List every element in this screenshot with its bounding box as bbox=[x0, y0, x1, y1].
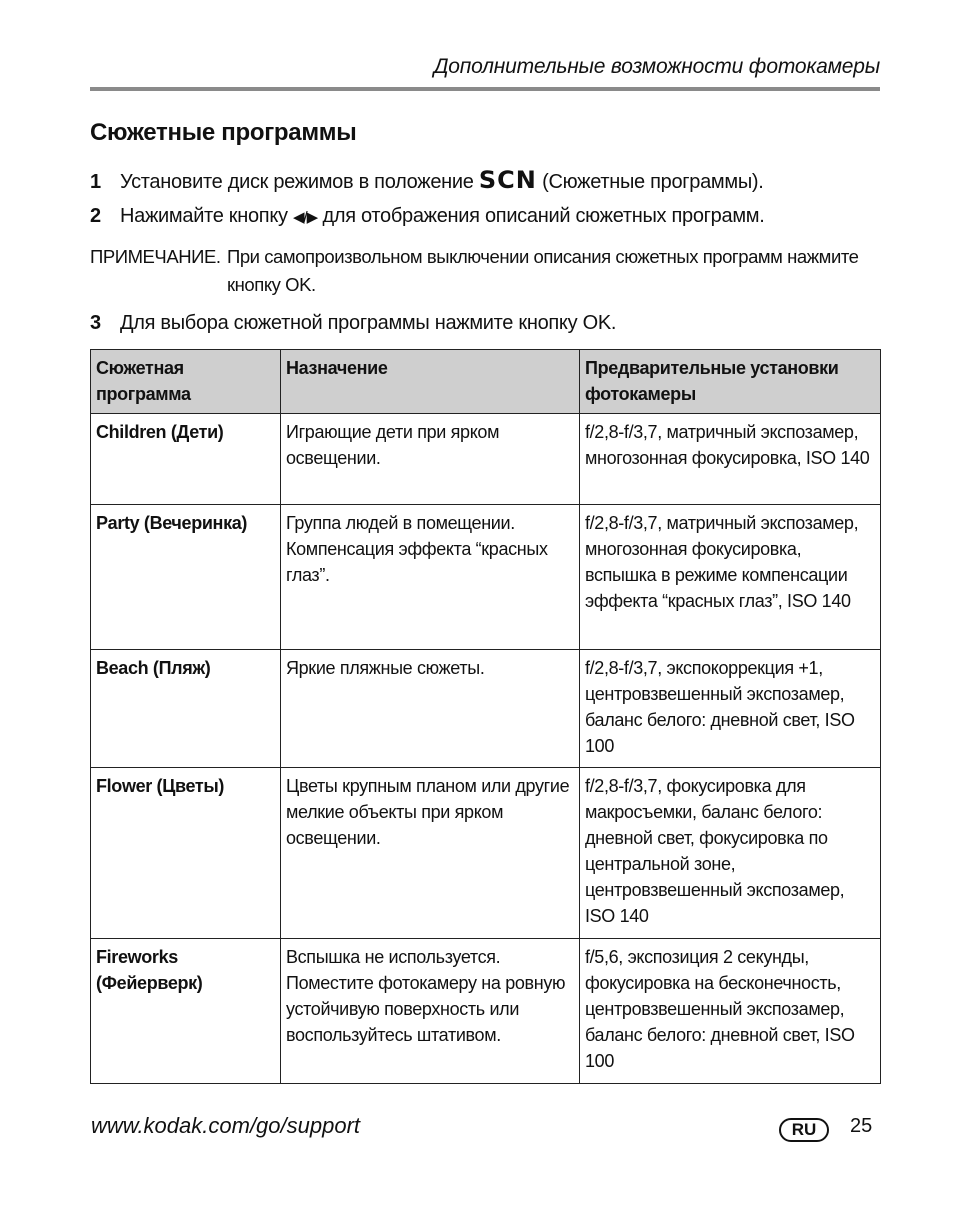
step-number: 3 bbox=[90, 312, 101, 334]
step-text-after: для отображения описаний сюжетных программ. bbox=[322, 205, 765, 227]
step-text: Установите диск режимов в положение bbox=[120, 171, 474, 193]
column-header-scene: Сюжетная программа bbox=[91, 350, 281, 414]
section-title: Сюжетные программы bbox=[90, 119, 357, 146]
scene-name: Fireworks (Фейерверк) bbox=[91, 939, 281, 1084]
step-1 bbox=[90, 166, 764, 194]
scene-settings: f/2,8-f/3,7, матричный экспозамер, многозонная фокусировка, ISO 140 bbox=[580, 414, 881, 505]
scene-settings: f/2,8-f/3,7, экспокоррекция +1, центровзвешенный экспозамер, баланс белого: дневной свет, ISO 100 bbox=[580, 650, 881, 768]
column-header-purpose: Назначение bbox=[281, 350, 580, 414]
step-text-after: (Сюжетные программы). bbox=[542, 171, 764, 193]
scene-name: Beach (Пляж) bbox=[91, 650, 281, 768]
scene-name: Children (Дети) bbox=[91, 414, 281, 505]
left-right-arrow-icon: ◀/▶ bbox=[292, 209, 318, 226]
scene-settings: f/5,6, экспозиция 2 секунды, фокусировка на бесконечность, центровзвешенный экспозамер, баланс белого: дневной свет, ISO 100 bbox=[580, 939, 881, 1084]
table-header-row bbox=[91, 350, 881, 414]
table-row bbox=[91, 939, 881, 1084]
scene-purpose: Цветы крупным планом или другие мелкие объекты при ярком освещении. bbox=[281, 768, 580, 939]
step-text: Нажимайте кнопку bbox=[120, 205, 288, 227]
scene-purpose: Играющие дети при ярком освещении. bbox=[281, 414, 580, 505]
page-number: 25 bbox=[850, 1115, 873, 1137]
table-row bbox=[91, 768, 881, 939]
note-text-line1: При самопроизвольном выключении описания сюжетных программ нажмите bbox=[227, 246, 859, 267]
support-url: www.kodak.com/go/support bbox=[91, 1113, 361, 1138]
scene-modes-table bbox=[90, 349, 881, 1084]
step-text: Для выбора сюжетной программы нажмите кнопку OK. bbox=[120, 312, 617, 334]
language-badge: RU bbox=[779, 1118, 829, 1142]
header-rule bbox=[90, 87, 880, 91]
table-row bbox=[91, 414, 881, 505]
scene-settings: f/2,8-f/3,7, матричный экспозамер, многозонная фокусировка, вспышка в режиме компенсации эффекта “красных глаз”, ISO 140 bbox=[580, 505, 881, 650]
column-header-settings: Предварительные установки фотокамеры bbox=[580, 350, 881, 414]
scene-purpose: Вспышка не используется. Поместите фотокамеру на ровную устойчивую поверхность или воспользуйтесь штативом. bbox=[281, 939, 580, 1084]
running-header: Дополнительные возможности фотокамеры bbox=[433, 55, 880, 78]
scene-settings: f/2,8-f/3,7, фокусировка для макросъемки, баланс белого: дневной свет, фокусировка по центральной зоне, центровзвешенный экспозамер, ISO 140 bbox=[580, 768, 881, 939]
scene-purpose: Яркие пляжные сюжеты. bbox=[281, 650, 580, 768]
table-row bbox=[91, 650, 881, 768]
scene-name: Flower (Цветы) bbox=[91, 768, 281, 939]
note bbox=[90, 243, 880, 299]
scene-name: Party (Вечеринка) bbox=[91, 505, 281, 650]
note-label: ПРИМЕЧАНИЕ. bbox=[90, 246, 221, 267]
step-3 bbox=[90, 312, 616, 335]
table-row bbox=[91, 505, 881, 650]
step-2 bbox=[90, 205, 764, 228]
scn-mode-icon: SCN bbox=[478, 166, 537, 194]
scene-purpose: Группа людей в помещении. Компенсация эффекта “красных глаз”. bbox=[281, 505, 580, 650]
step-number: 1 bbox=[90, 171, 101, 193]
note-text-line2: кнопку OK. bbox=[227, 274, 316, 295]
step-number: 2 bbox=[90, 205, 101, 227]
